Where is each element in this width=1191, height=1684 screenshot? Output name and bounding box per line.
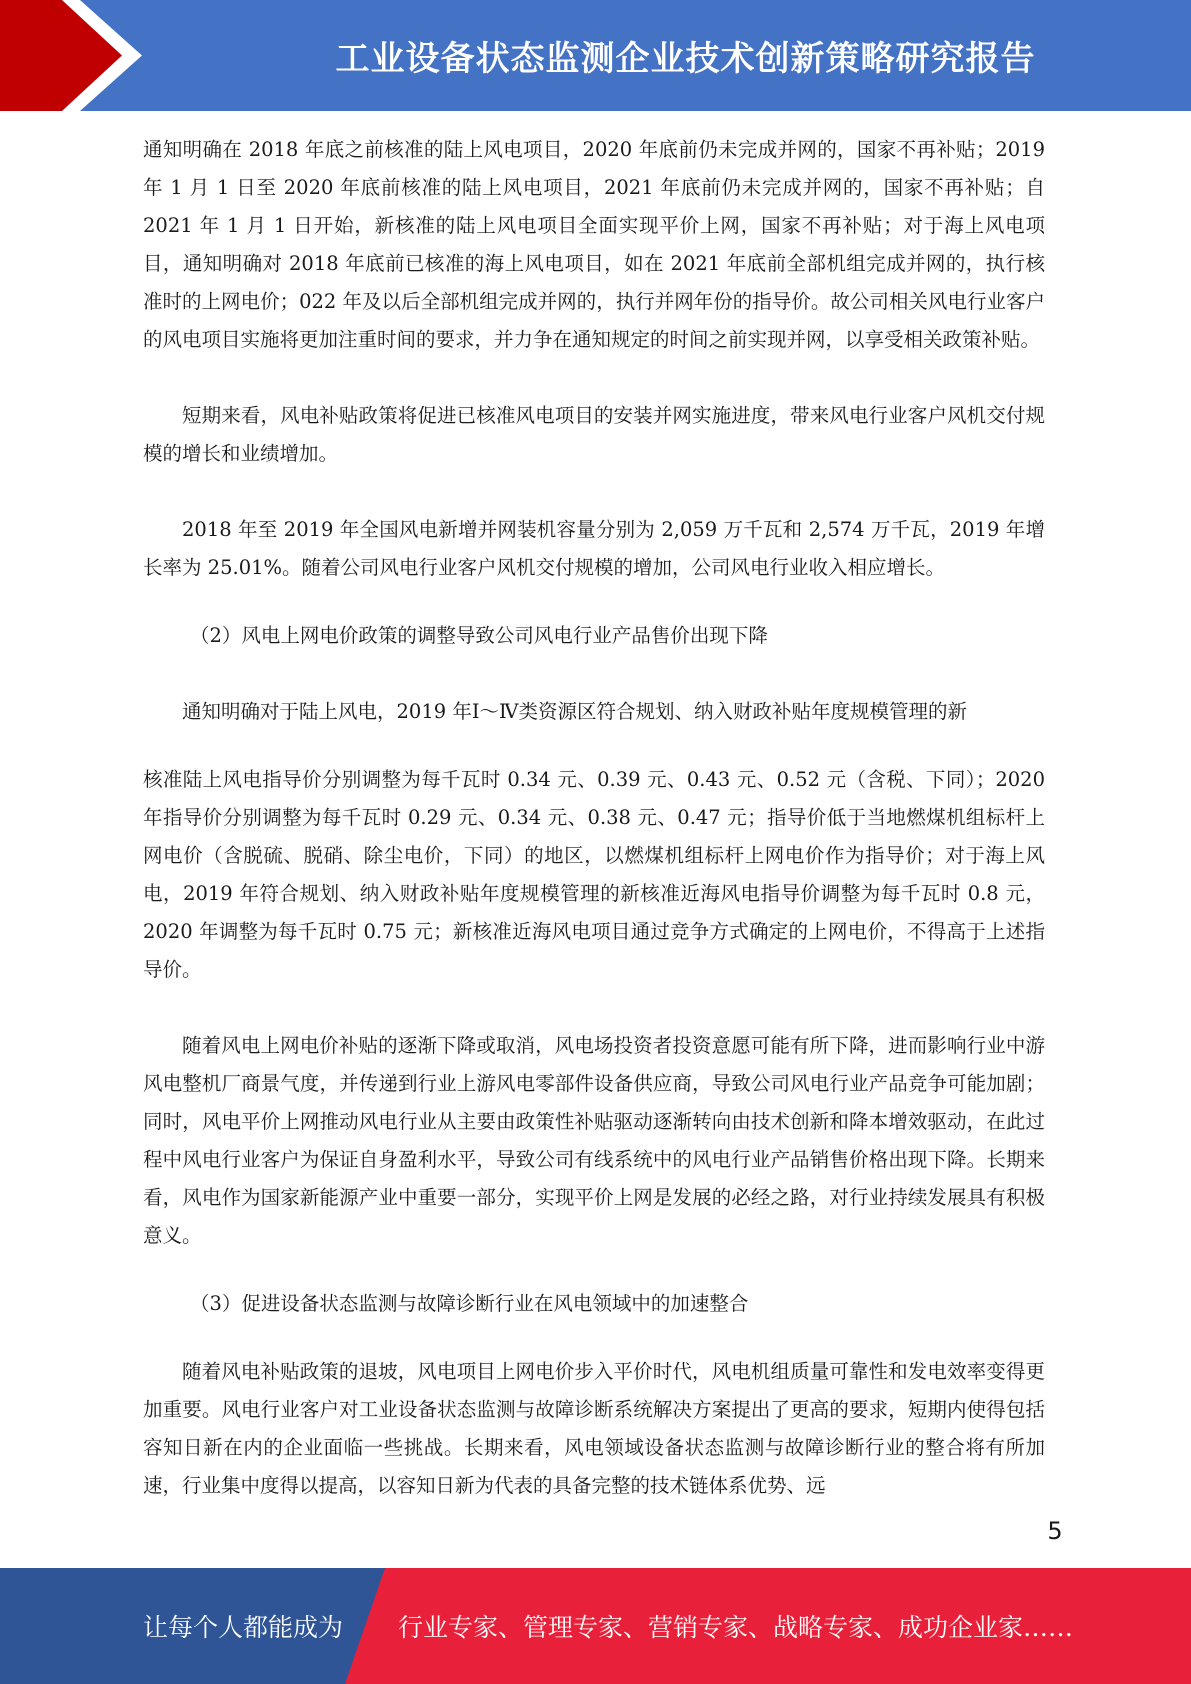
paragraph-short-term: 短期来看，风电补贴政策将促进已核准风电项目的安装并网实施进度，带来风电行业客户风机交付规模的增长和业绩增加。 xyxy=(143,404,1045,465)
document-body xyxy=(143,131,1045,1505)
paragraph-price-decline: 随着风电上网电价补贴的逐渐下降或取消，风电场投资者投资意愿可能有所下降，进而影响行业中游风电整机厂商景气度，并传递到行业上游风电零部件设备供应商，导致公司风电行业产品竞争可能加剧；同时，风电平价上网推动风电行业从主要由政策性补贴驱动逐渐转向由技术创新和降本增效驱动，在此过程中风电行业客户为保证自身盈利水平，导致公司有线系统中的风电行业产品销售价格出现下降。长期来看，风电作为国家新能源产业中重要一部分，实现平价上网是发展的必经之路，对行业持续发展具有积极意义。 xyxy=(143,1034,1045,1247)
section-heading-2: （2）风电上网电价政策的调整导致公司风电行业产品售价出现下降 xyxy=(190,624,768,647)
paragraph-guide-prices: 核准陆上风电指导价分别调整为每千瓦时 0.34 元、0.39 元、0.43 元、0.52 元（含税、下同）；2020 年指导价分别调整为每千瓦时 0.29 元、0.34 元、0.38 元、0.47 元；指导价低于当地燃煤机组标杆上网电价（含脱硫、脱硝、除尘电价，下同）的地区，以燃煤机组标杆上网电价作为指导价；对于海上风电，2019 年符合规划、纳入财政补贴年度规模管理的新核准近海风电指导价调整为每千瓦时 0.8 元，2020 年调整为每千瓦时 0.75 元；新核准近海风电项目通过竞争方式确定的上网电价，不得高于上述指导价。 xyxy=(143,768,1045,981)
footer-slogan-left: 让每个人都能成为 xyxy=(143,1613,344,1642)
red-arrow-icon xyxy=(0,0,160,111)
paragraph-onshore-price: 通知明确对于陆上风电，2019 年Ⅰ～Ⅳ类资源区符合规划、纳入财政补贴年度规模管理的新 xyxy=(182,700,968,723)
paragraph-subsidy-notice: 通知明确在 2018 年底之前核准的陆上风电项目，2020 年底前仍未完成并网的，国家不再补贴；2019 年 1 月 1 日至 2020 年底前核准的陆上风电项目，2021 年底前仍未完成并网的，国家不再补贴；自 2021 年 1 月 1 日开始，新核准的陆上风电项目全面实现平价上网，国家不再补贴；对于海上风电项目，通知明确对 2018 年底前已核准的海上风电项目，如在 2021 年底前全部机组完成并网的，执行核准时的上网电价；022 年及以后全部机组完成并网的，执行并网年份的指导价。故公司相关风电行业客户的风电项目实施将更加注重时间的要求，并力争在通知规定的时间之前实现并网，以享受相关政策补贴。 xyxy=(143,138,1045,351)
paragraph-capacity-growth: 2018 年至 2019 年全国风电新增并网装机容量分别为 2,059 万千瓦和 2,574 万千瓦，2019 年增长率为 25.01%。随着公司风电行业客户风机交付规模的增加，公司风电行业收入相应增长。 xyxy=(143,518,1045,579)
report-title: 工业设备状态监测企业技术创新策略研究报告 xyxy=(335,39,1036,79)
section-heading-3: （3）促进设备状态监测与故障诊断行业在风电领域中的加速整合 xyxy=(190,1292,749,1315)
footer-slogan-right: 行业专家、管理专家、营销专家、战略专家、成功企业家…… xyxy=(398,1613,1074,1642)
page-header xyxy=(0,0,1191,111)
paragraph-industry-consolidation: 随着风电补贴政策的退坡，风电项目上网电价步入平价时代，风电机组质量可靠性和发电效率变得更加重要。风电行业客户对工业设备状态监测与故障诊断系统解决方案提出了更高的要求，短期内使得包括容知日新在内的企业面临一些挑战。长期来看，风电领域设备状态监测与故障诊断行业的整合将有所加速，行业集中度得以提高，以容知日新为代表的具备完整的技术链体系优势、远 xyxy=(143,1360,1045,1497)
page-footer xyxy=(0,1568,1191,1684)
page-number: 5 xyxy=(1047,1517,1063,1545)
